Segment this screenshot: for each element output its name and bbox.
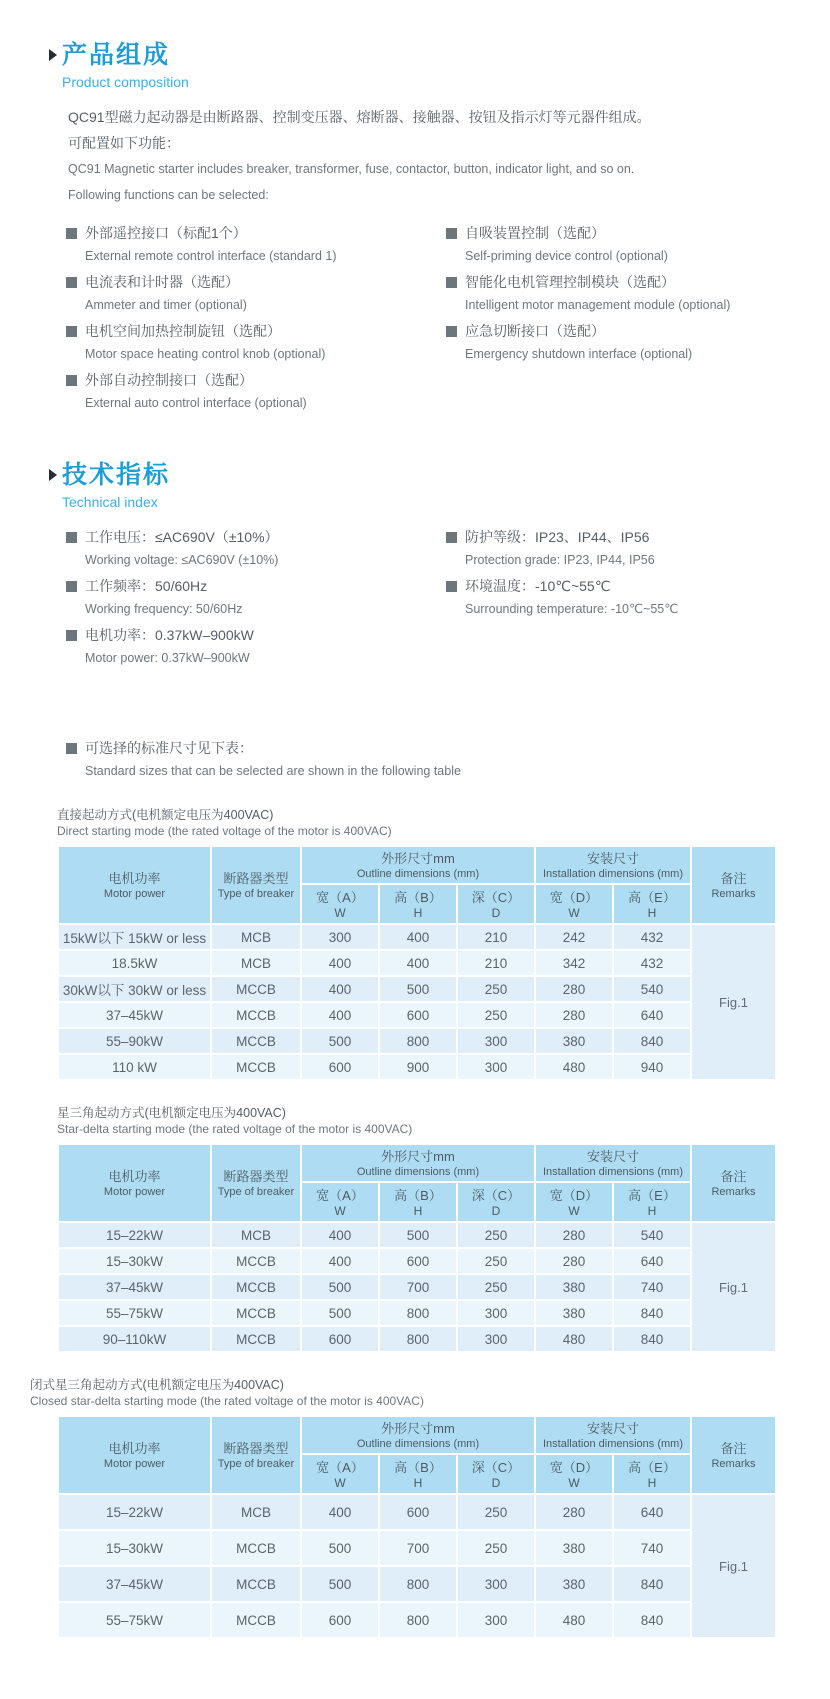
table-row: [58, 1300, 776, 1326]
motor-power-cell: 55–75kW: [58, 1602, 211, 1638]
dimension-value-cell: 800: [379, 1300, 457, 1326]
remark-cell: Fig.1: [691, 1222, 776, 1352]
section-title-en: Technical index: [62, 494, 158, 510]
spec-label-zh: 电机功率：0.37kW–900kW: [85, 627, 254, 643]
table-row: [58, 950, 776, 976]
feature-column-left: [66, 222, 446, 418]
dimension-value-cell: 380: [535, 1274, 613, 1300]
col-depth-c-header: 深（C） D: [457, 1182, 535, 1222]
motor-power-cell: 37–45kW: [58, 1274, 211, 1300]
dimension-value-cell: MCB: [211, 1494, 301, 1530]
feature-item: [66, 271, 446, 317]
bullet-square-icon: [66, 743, 77, 754]
dimension-value-cell: 280: [535, 1248, 613, 1274]
dimension-value-cell: MCCB: [211, 1566, 301, 1602]
dimension-value-cell: 840: [613, 1300, 691, 1326]
col-height-e-header: 高（E） H: [613, 884, 691, 924]
dimension-value-cell: 300: [301, 924, 379, 950]
spec-item: [446, 575, 775, 621]
dimension-value-cell: MCCB: [211, 1248, 301, 1274]
feature-item: [66, 222, 446, 268]
table-row: [58, 1602, 776, 1638]
table-row: [58, 1530, 776, 1566]
dimension-value-cell: 800: [379, 1028, 457, 1054]
col-height-e-header: 高（E） H: [613, 1454, 691, 1494]
dimension-value-cell: 400: [301, 976, 379, 1002]
motor-power-cell: 55–75kW: [58, 1300, 211, 1326]
dimension-value-cell: 600: [301, 1054, 379, 1080]
spec-label-en: Motor power: 0.37kW–900kW: [85, 651, 250, 665]
spec-label-zh: 工作频率：50/60Hz: [85, 578, 208, 594]
spec-item: [66, 526, 446, 572]
dimension-value-cell: 300: [457, 1326, 535, 1352]
section-arrow-icon: [49, 49, 57, 61]
dimensions-table-closed-star-delta: [57, 1415, 777, 1639]
dimension-value-cell: 480: [535, 1326, 613, 1352]
dimension-value-cell: MCCB: [211, 1300, 301, 1326]
dimension-value-cell: 400: [301, 950, 379, 976]
spec-label-zh: 防护等级：IP23、IP44、IP56: [465, 529, 650, 545]
note-label-en: Standard sizes that can be selected are shown in the following table: [85, 764, 461, 778]
bullet-square-icon: [66, 326, 77, 337]
dimension-value-cell: 800: [379, 1566, 457, 1602]
spec-list: [66, 526, 775, 673]
dimension-value-cell: 600: [301, 1326, 379, 1352]
dimension-value-cell: 640: [613, 1494, 691, 1530]
intro-paragraph-en: Following functions can be selected:: [68, 188, 269, 202]
table-row: [58, 1274, 776, 1300]
dimensions-table-direct-starting: [57, 845, 777, 1081]
bullet-square-icon: [446, 277, 457, 288]
remark-cell: Fig.1: [691, 924, 776, 1080]
dimension-value-cell: 500: [301, 1274, 379, 1300]
dimension-value-cell: 242: [535, 924, 613, 950]
dimension-value-cell: 250: [457, 1274, 535, 1300]
dimension-value-cell: MCCB: [211, 1028, 301, 1054]
table-row: [58, 1054, 776, 1080]
intro-paragraph-en: QC91 Magnetic starter includes breaker, transformer, fuse, contactor, button, indicator light, and so on.: [68, 162, 635, 176]
feature-label-zh: 应急切断接口（选配）: [465, 323, 605, 339]
dimension-value-cell: 400: [379, 950, 457, 976]
bullet-square-icon: [66, 228, 77, 239]
table-row: [58, 1248, 776, 1274]
table-row: [58, 924, 776, 950]
motor-power-cell: 15–22kW: [58, 1494, 211, 1530]
dimension-value-cell: 500: [379, 1222, 457, 1248]
dimension-value-cell: 300: [457, 1028, 535, 1054]
col-motor-power-header: 电机功率 Motor power: [58, 846, 211, 924]
feature-label-zh: 智能化电机管理控制模块（选配）: [465, 274, 675, 290]
feature-item: [446, 222, 775, 268]
col-width-d-header: 宽（D） W: [535, 1454, 613, 1494]
spec-item: [66, 575, 446, 621]
intro-paragraph-zh: QC91型磁力起动器是由断路器、控制变压器、熔断器、接触器、按钮及指示灯等元器件组成。: [68, 109, 651, 125]
dimension-value-cell: 800: [379, 1602, 457, 1638]
dimension-value-cell: 280: [535, 1494, 613, 1530]
table-caption: [57, 807, 775, 839]
dimension-value-cell: 600: [301, 1602, 379, 1638]
feature-item: [446, 271, 775, 317]
table-row: [58, 1028, 776, 1054]
dimension-value-cell: 940: [613, 1054, 691, 1080]
bullet-square-icon: [446, 532, 457, 543]
dimension-value-cell: 250: [457, 1002, 535, 1028]
dimension-value-cell: 800: [379, 1326, 457, 1352]
dimension-value-cell: 250: [457, 1222, 535, 1248]
table-caption-en: Direct starting mode (the rated voltage of the motor is 400VAC): [57, 824, 392, 838]
table-row: [58, 976, 776, 1002]
motor-power-cell: 90–110kW: [58, 1326, 211, 1352]
dimension-value-cell: MCB: [211, 924, 301, 950]
dimension-value-cell: MCCB: [211, 976, 301, 1002]
dimension-value-cell: 500: [379, 976, 457, 1002]
dimension-value-cell: 432: [613, 924, 691, 950]
dimension-value-cell: 400: [301, 1248, 379, 1274]
bullet-square-icon: [66, 277, 77, 288]
table-caption: [57, 1105, 775, 1137]
table-row: [58, 1494, 776, 1530]
section-arrow-icon: [49, 469, 57, 481]
dimension-value-cell: 380: [535, 1566, 613, 1602]
group-installation-dimensions-header: 安装尺寸 Installation dimensions (mm): [535, 1416, 691, 1454]
dimension-value-cell: MCCB: [211, 1326, 301, 1352]
motor-power-cell: 15–22kW: [58, 1222, 211, 1248]
motor-power-cell: 15–30kW: [58, 1248, 211, 1274]
dimension-value-cell: 250: [457, 1248, 535, 1274]
spec-label-zh: 工作电压：≤AC690V（±10%）: [85, 529, 279, 545]
col-width-a-header: 宽（A） W: [301, 1454, 379, 1494]
spec-column-left: [66, 526, 446, 673]
dimension-value-cell: 840: [613, 1028, 691, 1054]
dimension-value-cell: 250: [457, 976, 535, 1002]
feature-label-en: Motor space heating control knob (optional): [85, 347, 326, 361]
dimension-value-cell: 380: [535, 1028, 613, 1054]
motor-power-cell: 55–90kW: [58, 1028, 211, 1054]
dimension-value-cell: 480: [535, 1602, 613, 1638]
motor-power-cell: 37–45kW: [58, 1002, 211, 1028]
col-remarks-header: 备注 Remarks: [691, 1144, 776, 1222]
col-motor-power-header: 电机功率 Motor power: [58, 1416, 211, 1494]
feature-label-en: Ammeter and timer (optional): [85, 298, 247, 312]
dimension-value-cell: 432: [613, 950, 691, 976]
dimension-value-cell: MCB: [211, 1222, 301, 1248]
remark-cell: Fig.1: [691, 1494, 776, 1638]
dimension-value-cell: 250: [457, 1494, 535, 1530]
dimension-value-cell: 380: [535, 1300, 613, 1326]
col-remarks-header: 备注 Remarks: [691, 1416, 776, 1494]
dimension-value-cell: 300: [457, 1566, 535, 1602]
dimension-value-cell: MCCB: [211, 1274, 301, 1300]
group-outline-dimensions-header: 外形尺寸mm Outline dimensions (mm): [301, 1144, 535, 1182]
table-caption-zh: 闭式星三角起动方式(电机额定电压为400VAC): [30, 1378, 284, 1392]
dimension-value-cell: 500: [301, 1530, 379, 1566]
table-caption-en: Closed star-delta starting mode (the rated voltage of the motor is 400VAC): [30, 1394, 424, 1408]
dimension-value-cell: 640: [613, 1002, 691, 1028]
dimension-value-cell: 540: [613, 976, 691, 1002]
motor-power-cell: 30kW以下 30kW or less: [58, 976, 211, 1002]
dimension-value-cell: 700: [379, 1530, 457, 1566]
dimension-value-cell: 400: [301, 1222, 379, 1248]
col-motor-power-header: 电机功率 Motor power: [58, 1144, 211, 1222]
table-caption-zh: 星三角起动方式(电机额定电压为400VAC): [57, 1106, 286, 1120]
spec-label-en: Working frequency: 50/60Hz: [85, 602, 243, 616]
feature-list: [66, 222, 775, 418]
feature-label-zh: 外部自动控制接口（选配）: [85, 372, 253, 388]
col-width-d-header: 宽（D） W: [535, 1182, 613, 1222]
col-depth-c-header: 深（C） D: [457, 884, 535, 924]
dimension-value-cell: 210: [457, 950, 535, 976]
dimension-value-cell: 300: [457, 1300, 535, 1326]
dimension-value-cell: 280: [535, 1002, 613, 1028]
bullet-square-icon: [446, 581, 457, 592]
feature-label-en: External auto control interface (optional): [85, 396, 307, 410]
feature-item: [446, 320, 775, 366]
note-label-zh: 可选择的标准尺寸见下表：: [85, 740, 253, 756]
dimensions-table-star-delta: [57, 1143, 777, 1353]
dimension-value-cell: 540: [613, 1222, 691, 1248]
dimension-value-cell: 300: [457, 1054, 535, 1080]
dimension-value-cell: 380: [535, 1530, 613, 1566]
dimension-value-cell: 250: [457, 1530, 535, 1566]
group-outline-dimensions-header: 外形尺寸mm Outline dimensions (mm): [301, 1416, 535, 1454]
col-height-e-header: 高（E） H: [613, 1182, 691, 1222]
dimension-value-cell: 600: [379, 1002, 457, 1028]
feature-label-zh: 电流表和计时器（选配）: [85, 274, 239, 290]
dimension-value-cell: 500: [301, 1028, 379, 1054]
spec-label-zh: 环境温度：-10℃~55℃: [465, 578, 611, 594]
col-breaker-type-header: 断路器类型 Type of breaker: [211, 846, 301, 924]
col-width-a-header: 宽（A） W: [301, 884, 379, 924]
intro-paragraph-zh: 可配置如下功能：: [68, 135, 180, 151]
table-caption: [30, 1377, 775, 1409]
dimension-value-cell: 740: [613, 1274, 691, 1300]
col-height-b-header: 高（B） H: [379, 884, 457, 924]
group-installation-dimensions-header: 安装尺寸 Installation dimensions (mm): [535, 1144, 691, 1182]
spec-column-right: [446, 526, 775, 673]
intro-block: [68, 104, 775, 208]
bullet-square-icon: [66, 375, 77, 386]
feature-label-en: Self-priming device control (optional): [465, 249, 668, 263]
dimension-value-cell: 840: [613, 1602, 691, 1638]
dimension-value-cell: 600: [379, 1248, 457, 1274]
col-breaker-type-header: 断路器类型 Type of breaker: [211, 1144, 301, 1222]
dimension-value-cell: 600: [379, 1494, 457, 1530]
motor-power-cell: 15–30kW: [58, 1530, 211, 1566]
dimension-value-cell: MCCB: [211, 1602, 301, 1638]
dimension-value-cell: 300: [457, 1602, 535, 1638]
table-row: [58, 1326, 776, 1352]
dimension-value-cell: 480: [535, 1054, 613, 1080]
group-outline-dimensions-header: 外形尺寸mm Outline dimensions (mm): [301, 846, 535, 884]
dimension-value-cell: 500: [301, 1566, 379, 1602]
spec-label-en: Surrounding temperature: -10℃~55℃: [465, 602, 679, 616]
feature-column-right: [446, 222, 775, 418]
feature-label-zh: 电机空间加热控制旋钮（选配）: [85, 323, 281, 339]
col-breaker-type-header: 断路器类型 Type of breaker: [211, 1416, 301, 1494]
dimension-value-cell: 900: [379, 1054, 457, 1080]
feature-label-en: External remote control interface (standard 1): [85, 249, 337, 263]
section-heading: [62, 460, 775, 512]
section-product-composition: [57, 40, 775, 418]
feature-label-zh: 外部遥控接口（标配1个）: [85, 225, 247, 241]
bullet-square-icon: [66, 581, 77, 592]
motor-power-cell: 110 kW: [58, 1054, 211, 1080]
feature-label-en: Intelligent motor management module (optional): [465, 298, 731, 312]
table-caption-zh: 直接起动方式(电机额定电压为400VAC): [57, 808, 274, 822]
motor-power-cell: 37–45kW: [58, 1566, 211, 1602]
dimension-value-cell: 280: [535, 1222, 613, 1248]
dimension-value-cell: 210: [457, 924, 535, 950]
bullet-square-icon: [446, 326, 457, 337]
bullet-square-icon: [446, 228, 457, 239]
dimension-value-cell: 280: [535, 976, 613, 1002]
dimension-value-cell: MCCB: [211, 1002, 301, 1028]
dimension-value-cell: 400: [301, 1002, 379, 1028]
dimension-value-cell: MCB: [211, 950, 301, 976]
col-height-b-header: 高（B） H: [379, 1454, 457, 1494]
table-row: [58, 1566, 776, 1602]
feature-label-zh: 自吸装置控制（选配）: [465, 225, 605, 241]
spec-item: [66, 624, 446, 670]
col-height-b-header: 高（B） H: [379, 1182, 457, 1222]
feature-item: [66, 369, 446, 415]
dimension-value-cell: 500: [301, 1300, 379, 1326]
feature-label-en: Emergency shutdown interface (optional): [465, 347, 693, 361]
motor-power-cell: 15kW以下 15kW or less: [58, 924, 211, 950]
table-caption-en: Star-delta starting mode (the rated voltage of the motor is 400VAC): [57, 1122, 413, 1136]
col-depth-c-header: 深（C） D: [457, 1454, 535, 1494]
dimension-value-cell: 840: [613, 1326, 691, 1352]
dimension-value-cell: 400: [379, 924, 457, 950]
section-title-zh: 技术指标: [62, 461, 171, 489]
section-technical-index: [57, 460, 775, 673]
col-width-d-header: 宽（D） W: [535, 884, 613, 924]
bullet-square-icon: [66, 532, 77, 543]
feature-item: [66, 320, 446, 366]
section-title-en: Product composition: [62, 74, 189, 90]
spec-label-en: Working voltage: ≤AC690V (±10%): [85, 553, 279, 567]
dimension-value-cell: 400: [301, 1494, 379, 1530]
bullet-square-icon: [66, 630, 77, 641]
dimension-value-cell: 740: [613, 1530, 691, 1566]
table-row: [58, 1002, 776, 1028]
section-title-zh: 产品组成: [62, 41, 171, 69]
col-remarks-header: 备注 Remarks: [691, 846, 776, 924]
dimension-value-cell: 700: [379, 1274, 457, 1300]
table-row: [58, 1222, 776, 1248]
spec-label-en: Protection grade: IP23, IP44, IP56: [465, 553, 655, 567]
dimension-value-cell: MCCB: [211, 1530, 301, 1566]
motor-power-cell: 18.5kW: [58, 950, 211, 976]
dimension-value-cell: MCCB: [211, 1054, 301, 1080]
dimension-value-cell: 640: [613, 1248, 691, 1274]
group-installation-dimensions-header: 安装尺寸 Installation dimensions (mm): [535, 846, 691, 884]
col-width-a-header: 宽（A） W: [301, 1182, 379, 1222]
standard-sizes-note: [66, 737, 775, 783]
section-heading: [62, 40, 775, 92]
dimension-value-cell: 840: [613, 1566, 691, 1602]
dimension-value-cell: 342: [535, 950, 613, 976]
spec-item: [446, 526, 775, 572]
